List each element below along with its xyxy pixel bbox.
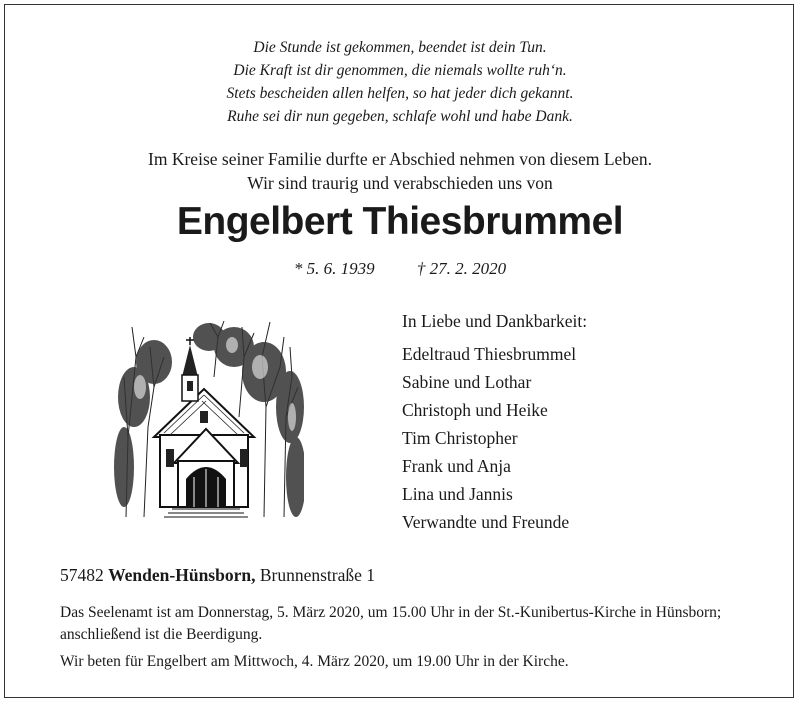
mourners-heading: In Liebe und Dankbarkeit: [402,311,588,331]
deceased-name: Engelbert Thiesbrummel [176,200,624,243]
prayer-notice: Wir beten für Engelbert am Mittwoch, 4. März 2020, um 19.00 Uhr in der Kirche. [60,653,569,670]
mourner-name: Edeltraud Thiesbrummel [402,344,577,364]
address [60,565,375,586]
mourner-name: Tim Christopher [402,428,518,448]
chapel-illustration [114,317,304,519]
mourner-name: Lina und Jannis [402,484,513,504]
poem-line: Stets bescheiden allen helfen, so hat jeder dich gekannt. [226,85,574,102]
intro-line-1: Im Kreise seiner Familie durfte er Abschied nehmen von diesem Leben. [148,149,652,169]
intro-line-2: Wir sind traurig und verabschieden uns von [247,173,553,193]
address-postcode: 57482 [60,565,104,585]
birth-date: * 5. 6. 1939 [293,259,375,278]
poem [0,36,800,128]
mourner-name: Sabine und Lothar [402,372,532,392]
address-town: Wenden-Hünsborn, [108,565,256,585]
requiem-notice: Das Seelenamt ist am Donnerstag, 5. März 2020, um 15.00 Uhr in der St.-Kunibertus-Kirche in Hünsborn; anschließend ist die Beerdigung. [60,604,722,643]
mourner-name: Verwandte und Freunde [402,512,570,532]
life-dates [0,259,800,279]
address-street: Brunnenstraße 1 [259,565,376,585]
poem-line: Ruhe sei dir nun gegeben, schlafe wohl und habe Dank. [227,108,573,125]
poem-line: Die Stunde ist gekommen, beendet ist dein Tun. [253,39,547,56]
mourners-list [402,311,587,536]
poem-line: Die Kraft ist dir genommen, die niemals wollte ruh‘n. [233,62,567,79]
intro-text [0,147,800,195]
service-notice [60,602,750,673]
mourner-name: Christoph und Heike [402,400,548,420]
death-date: † 27. 2. 2020 [416,259,507,278]
mourner-name: Frank und Anja [402,456,511,476]
